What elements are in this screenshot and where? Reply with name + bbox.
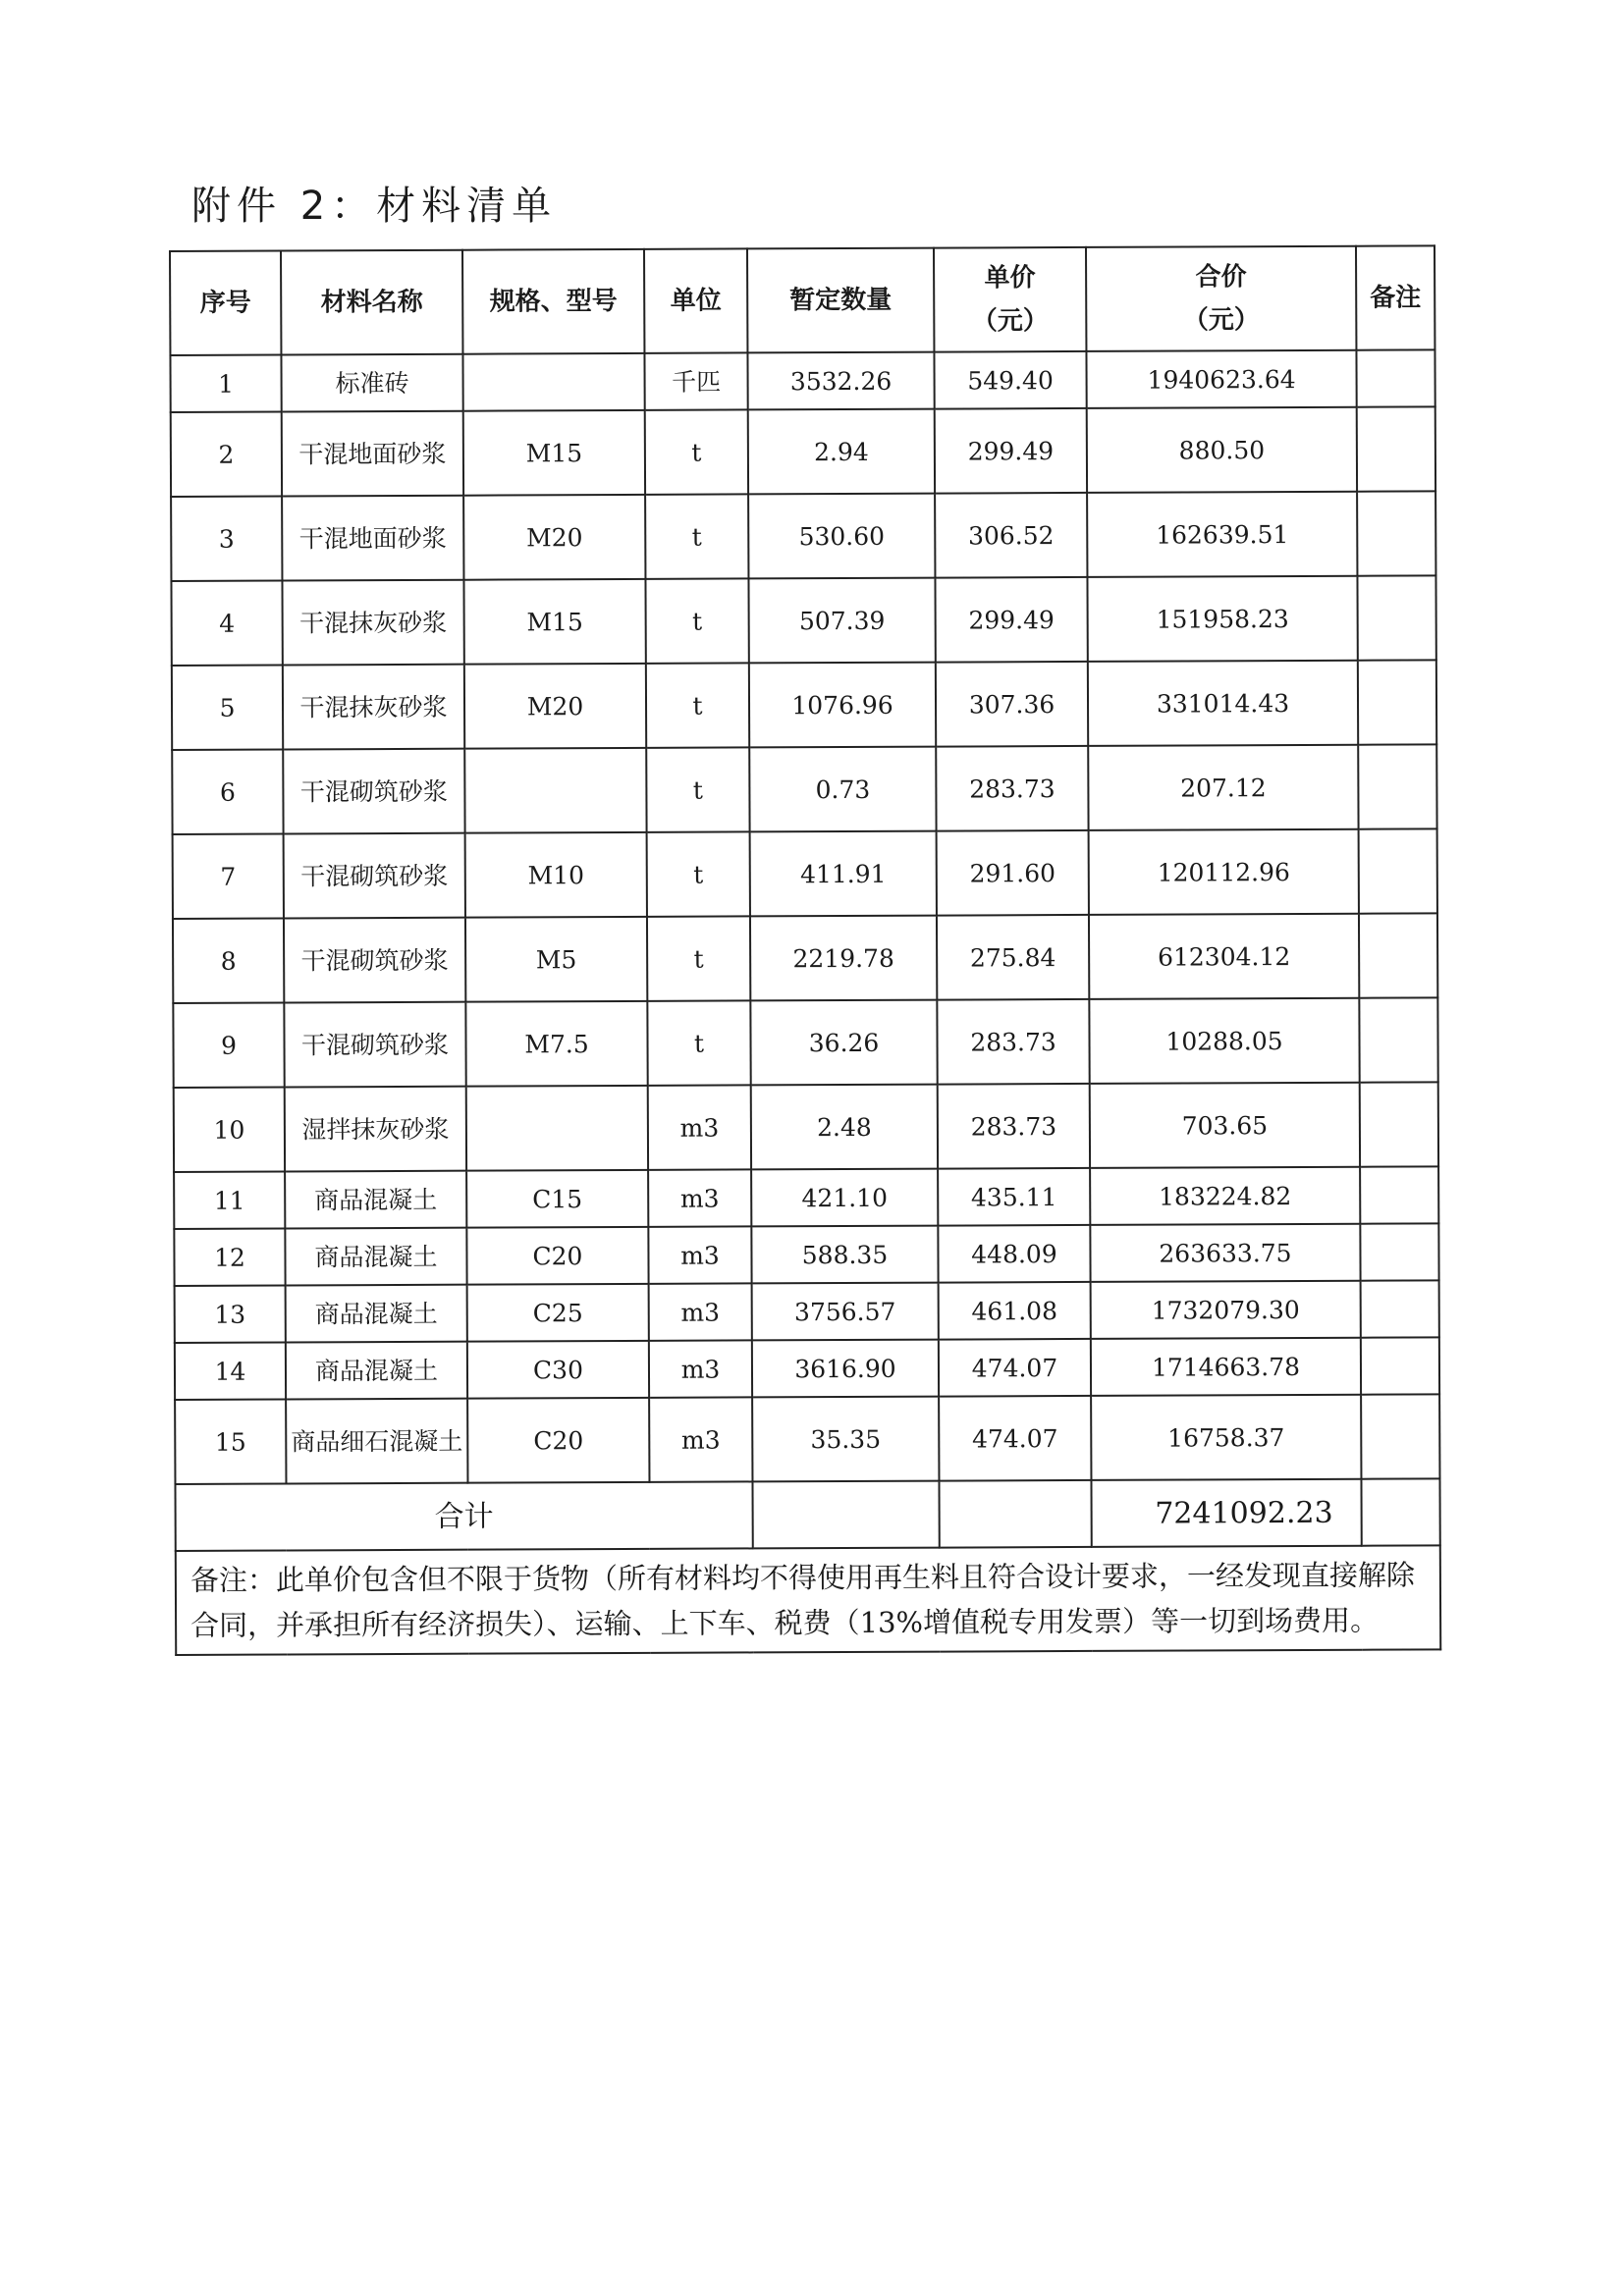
cell-qty: 411.91 bbox=[750, 831, 937, 917]
cell-price: 299.49 bbox=[935, 408, 1087, 494]
cell-qty: 588.35 bbox=[751, 1226, 938, 1284]
table-row bbox=[174, 1082, 1438, 1172]
cell-no: 15 bbox=[175, 1399, 286, 1483]
cell-no: 4 bbox=[171, 580, 282, 665]
header-amount bbox=[1086, 246, 1356, 351]
cell-remark bbox=[1357, 406, 1435, 491]
cell-spec bbox=[464, 748, 646, 833]
cell-unit: m3 bbox=[648, 1226, 751, 1283]
header-price-unit: （元） bbox=[971, 306, 1049, 337]
table-row bbox=[173, 828, 1437, 919]
cell-name: 干混砌筑砂浆 bbox=[284, 833, 465, 919]
cell-no: 9 bbox=[173, 1002, 284, 1087]
cell-price: 307.36 bbox=[936, 662, 1088, 747]
cell-spec: C15 bbox=[466, 1170, 648, 1228]
cell-no: 11 bbox=[174, 1171, 285, 1228]
header-qty: 暂定数量 bbox=[747, 248, 934, 353]
cell-unit: t bbox=[645, 409, 748, 494]
cell-price: 435.11 bbox=[938, 1168, 1090, 1226]
table-row bbox=[174, 1166, 1438, 1229]
cell-spec: M15 bbox=[463, 410, 645, 496]
table-row bbox=[173, 997, 1437, 1088]
header-price bbox=[934, 247, 1086, 352]
cell-unit: t bbox=[646, 663, 749, 747]
cell-remark bbox=[1358, 744, 1436, 828]
cell-name: 商品混凝土 bbox=[286, 1285, 467, 1343]
cell-qty: 2.94 bbox=[748, 409, 935, 495]
cell-unit: t bbox=[645, 578, 748, 663]
cell-qty: 3532.26 bbox=[747, 352, 934, 410]
cell-price: 461.08 bbox=[939, 1282, 1091, 1340]
cell-unit: t bbox=[647, 916, 750, 1000]
cell-amount: 1714663.78 bbox=[1091, 1338, 1361, 1396]
cell-no: 1 bbox=[170, 355, 281, 412]
cell-remark bbox=[1359, 997, 1437, 1082]
cell-qty: 1076.96 bbox=[749, 663, 936, 748]
total-price-empty bbox=[939, 1480, 1091, 1548]
cell-unit: m3 bbox=[649, 1283, 752, 1340]
table-row bbox=[172, 744, 1436, 834]
cell-qty: 2.48 bbox=[751, 1085, 938, 1170]
table-body bbox=[170, 349, 1439, 1484]
cell-unit: m3 bbox=[648, 1169, 751, 1226]
cell-no: 5 bbox=[172, 665, 283, 749]
note-text: 备注：此单价包含但不限于货物（所有材料均不得使用再生料且符合设计要求，一经发现直接解除合同，并承担所有经济损失）、运输、上下车、税费（13%增值税专用发票）等一切到场费用。 bbox=[176, 1545, 1440, 1655]
cell-name: 干混地面砂浆 bbox=[282, 411, 463, 497]
cell-amount: 612304.12 bbox=[1089, 914, 1359, 999]
cell-remark bbox=[1359, 913, 1437, 997]
table-row bbox=[175, 1337, 1439, 1400]
cell-price: 448.09 bbox=[938, 1225, 1090, 1283]
cell-amount: 10288.05 bbox=[1089, 998, 1359, 1084]
cell-spec bbox=[462, 353, 644, 411]
cell-qty: 3756.57 bbox=[752, 1283, 939, 1341]
cell-name: 干混抹灰砂浆 bbox=[282, 580, 463, 666]
cell-amount: 16758.37 bbox=[1091, 1395, 1361, 1480]
cell-amount: 183224.82 bbox=[1090, 1167, 1360, 1225]
cell-spec: M20 bbox=[463, 495, 645, 580]
cell-unit: t bbox=[646, 747, 749, 831]
table-row bbox=[173, 913, 1437, 1003]
cell-name: 商品混凝土 bbox=[285, 1171, 466, 1229]
cell-price: 474.07 bbox=[939, 1339, 1091, 1397]
cell-remark bbox=[1361, 1394, 1439, 1478]
cell-no: 3 bbox=[171, 497, 282, 581]
cell-remark bbox=[1360, 1223, 1438, 1280]
table-row bbox=[172, 660, 1436, 750]
table-row bbox=[175, 1280, 1439, 1343]
cell-qty: 530.60 bbox=[748, 494, 935, 579]
cell-unit: m3 bbox=[648, 1085, 751, 1169]
cell-remark bbox=[1361, 1280, 1439, 1337]
cell-name: 湿拌抹灰砂浆 bbox=[285, 1087, 466, 1172]
cell-remark bbox=[1358, 660, 1436, 744]
page-title: 附件 2：材料清单 bbox=[191, 184, 558, 229]
cell-spec: M5 bbox=[465, 917, 647, 1002]
cell-amount: 207.12 bbox=[1088, 745, 1358, 830]
cell-no: 14 bbox=[175, 1342, 286, 1399]
cell-name: 干混砌筑砂浆 bbox=[283, 749, 464, 834]
table-row bbox=[171, 406, 1435, 497]
cell-no: 10 bbox=[174, 1087, 285, 1171]
header-unit: 单位 bbox=[644, 248, 747, 352]
cell-spec: C30 bbox=[467, 1341, 649, 1399]
cell-no: 8 bbox=[173, 918, 284, 1002]
cell-spec: M10 bbox=[465, 832, 647, 918]
cell-price: 275.84 bbox=[937, 915, 1089, 1000]
total-qty-empty bbox=[752, 1481, 939, 1549]
cell-amount: 331014.43 bbox=[1088, 661, 1358, 746]
cell-unit: t bbox=[647, 1000, 750, 1085]
cell-amount: 880.50 bbox=[1087, 407, 1357, 493]
cell-no: 12 bbox=[174, 1228, 285, 1285]
header-name: 材料名称 bbox=[281, 250, 462, 355]
cell-remark bbox=[1360, 1082, 1438, 1166]
cell-amount: 1940623.64 bbox=[1086, 350, 1356, 408]
table-row bbox=[174, 1223, 1438, 1286]
cell-name: 干混砌筑砂浆 bbox=[284, 1002, 465, 1088]
cell-price: 291.60 bbox=[937, 830, 1089, 916]
cell-price: 283.73 bbox=[938, 1084, 1090, 1169]
cell-unit: m3 bbox=[649, 1397, 752, 1481]
cell-price: 283.73 bbox=[936, 746, 1088, 831]
table-header-row bbox=[170, 245, 1435, 355]
cell-price: 299.49 bbox=[935, 577, 1087, 663]
cell-amount: 120112.96 bbox=[1089, 829, 1359, 915]
cell-qty: 35.35 bbox=[752, 1397, 939, 1482]
header-price-label: 单价 bbox=[984, 263, 1036, 294]
cell-unit: t bbox=[645, 494, 748, 578]
cell-price: 283.73 bbox=[937, 999, 1089, 1085]
cell-amount: 162639.51 bbox=[1087, 492, 1357, 577]
cell-qty: 421.10 bbox=[751, 1169, 938, 1227]
table-row bbox=[170, 349, 1435, 412]
total-row bbox=[175, 1478, 1439, 1551]
cell-spec: C20 bbox=[466, 1227, 648, 1285]
note-row bbox=[176, 1545, 1440, 1655]
cell-qty: 0.73 bbox=[749, 747, 936, 832]
cell-unit: t bbox=[647, 831, 750, 916]
cell-remark bbox=[1360, 1166, 1438, 1223]
cell-qty: 36.26 bbox=[750, 1000, 937, 1086]
cell-no: 6 bbox=[172, 749, 283, 833]
cell-remark bbox=[1357, 575, 1435, 660]
total-label: 合计 bbox=[175, 1481, 752, 1551]
cell-remark bbox=[1357, 491, 1435, 575]
cell-unit: 千匹 bbox=[644, 352, 747, 409]
cell-price: 306.52 bbox=[935, 493, 1087, 578]
total-amount: 7241092.23 bbox=[1091, 1479, 1361, 1547]
cell-name: 商品混凝土 bbox=[285, 1228, 466, 1286]
cell-name: 干混砌筑砂浆 bbox=[284, 918, 465, 1003]
cell-spec: M7.5 bbox=[465, 1001, 647, 1087]
cell-amount: 703.65 bbox=[1090, 1083, 1360, 1168]
table-row bbox=[171, 575, 1435, 666]
cell-remark bbox=[1359, 828, 1437, 913]
cell-no: 2 bbox=[171, 412, 282, 497]
cell-spec: C20 bbox=[467, 1398, 649, 1483]
total-remark-empty bbox=[1361, 1478, 1439, 1545]
cell-name: 商品混凝土 bbox=[286, 1342, 467, 1400]
cell-no: 13 bbox=[175, 1285, 286, 1342]
header-amount-label: 合价 bbox=[1195, 262, 1247, 293]
header-spec: 规格、型号 bbox=[462, 249, 644, 354]
cell-amount: 1732079.30 bbox=[1091, 1281, 1361, 1339]
cell-spec: C25 bbox=[467, 1284, 649, 1342]
cell-spec: M15 bbox=[463, 579, 645, 665]
cell-amount: 151958.23 bbox=[1087, 576, 1357, 662]
cell-name: 干混地面砂浆 bbox=[282, 496, 463, 581]
cell-spec bbox=[466, 1086, 648, 1171]
materials-sheet bbox=[169, 244, 1439, 1656]
table-row bbox=[171, 491, 1435, 581]
cell-unit: m3 bbox=[649, 1340, 752, 1397]
cell-qty: 3616.90 bbox=[752, 1340, 939, 1398]
cell-name: 商品细石混凝土 bbox=[286, 1399, 467, 1484]
cell-price: 549.40 bbox=[934, 351, 1086, 409]
cell-qty: 2219.78 bbox=[750, 916, 937, 1001]
header-remark: 备注 bbox=[1356, 245, 1435, 349]
cell-remark bbox=[1356, 349, 1435, 406]
table-row bbox=[175, 1394, 1439, 1484]
cell-name: 标准砖 bbox=[281, 354, 462, 412]
cell-spec: M20 bbox=[464, 664, 646, 749]
cell-no: 7 bbox=[173, 833, 284, 918]
cell-remark bbox=[1361, 1337, 1439, 1394]
materials-table bbox=[169, 244, 1441, 1656]
cell-qty: 507.39 bbox=[748, 578, 935, 664]
header-amount-unit: （元） bbox=[1182, 305, 1260, 336]
header-no: 序号 bbox=[170, 251, 281, 355]
cell-price: 474.07 bbox=[939, 1396, 1091, 1481]
cell-name: 干混抹灰砂浆 bbox=[283, 665, 464, 750]
cell-amount: 263633.75 bbox=[1090, 1224, 1360, 1282]
